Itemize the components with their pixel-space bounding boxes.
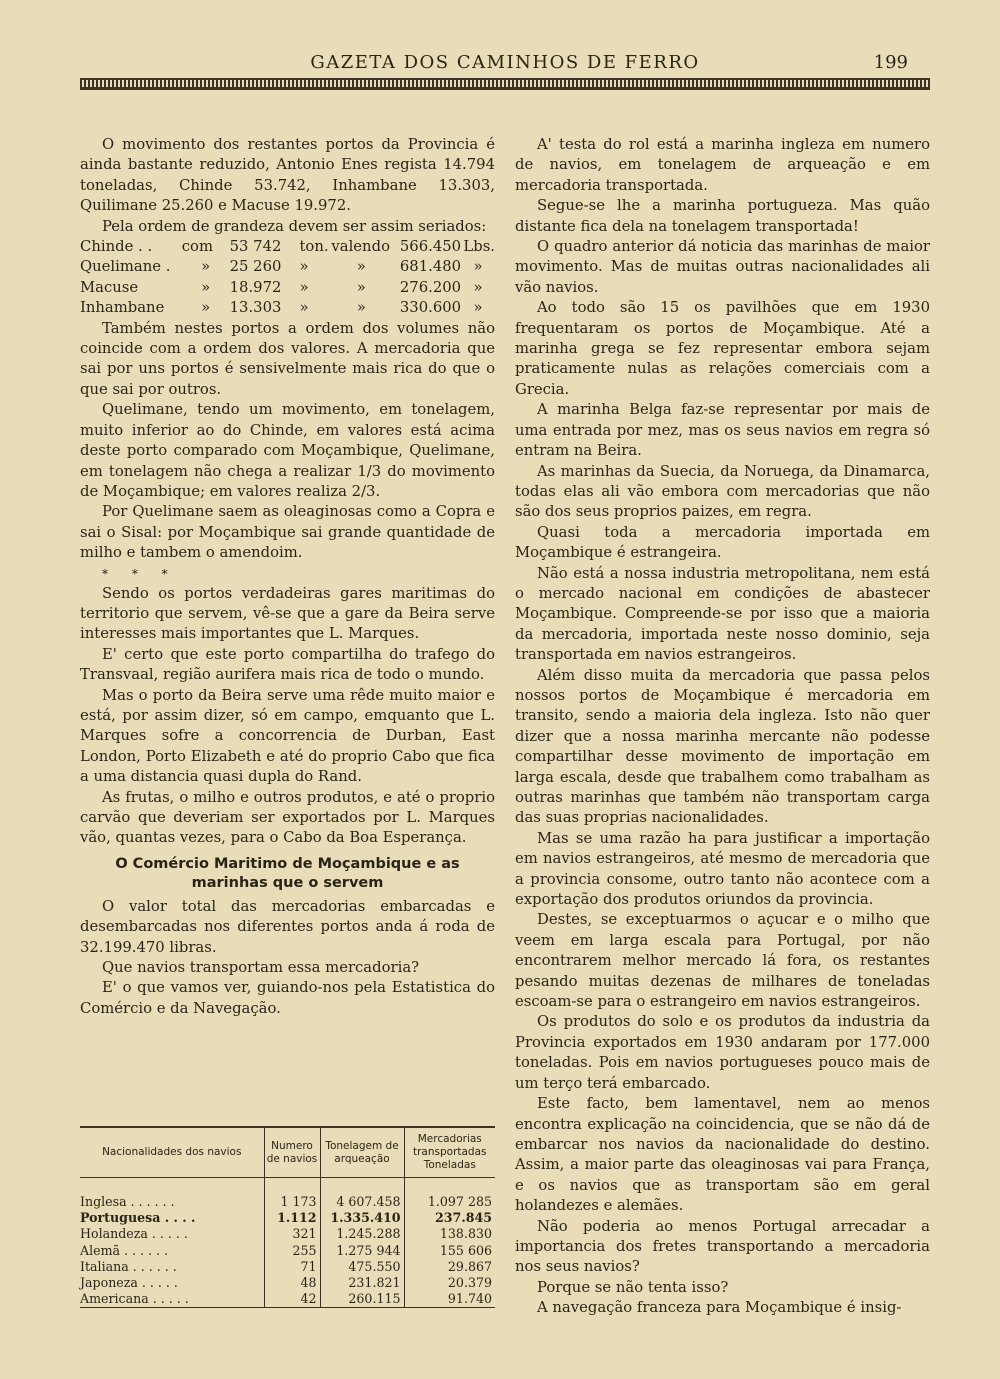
paragraph: O valor total das mercadorias embarcadas e desembarcadas nos diferentes portos anda á roda de 32.199.470 libras. [80,897,495,956]
paragraph: Segue-se lhe a marinha portugueza. Mas quão distante fica dela na tonelagem transportada! [515,197,930,235]
port-value: 330.600 [399,299,462,317]
cargo: 237.845 [404,1210,495,1226]
tonnage: 1.245.288 [320,1226,404,1242]
left-column [80,135,495,1019]
tonnage: 260.115 [320,1291,404,1308]
paragraph: O movimento dos restantes portos da Provincia é ainda bastante reduzido, Antonio Enes regista 14.794 toneladas, Chinde 53.742, Inhambane 13.303, Quilimane 25.260 e Macuse 19.972. [80,136,495,215]
port-row [80,237,495,257]
journal-title: GAZETA DOS CAMINHOS DE FERRO [310,52,700,73]
paragraph: Destes, se exceptuarmos o açucar e o milho que veem em larga escala para Portugal, por não encontrarem melhor mercado lá fora, os restantes pesando muitas dezenas de milhares de toneladas escoam-se para o estrangeiro em navios estrangeiros. [515,911,930,1011]
table-row [80,1259,495,1275]
heading-line: marinhas que o servem [191,874,384,891]
heading-line: O Comércio Maritimo de Moçambique e as [115,855,460,872]
port-ton-unit: » [299,299,309,317]
port-com: com [181,238,213,256]
port-tons: 53 742 [229,238,282,256]
nationality: Alemã . . . . . . [80,1242,169,1258]
paragraph: Sendo os portos verdadeiras gares maritimas do territorio que servem, vê-se que a gare da Beira serve interesses mais importantes que L. Marques. [80,584,495,643]
nationality: Inglesa . . . . . . [80,1194,175,1209]
port-unit: » [473,278,483,296]
tonnage: 475.550 [320,1259,404,1275]
port-com: » [201,278,211,296]
cargo: 91.740 [404,1291,495,1308]
paragraph: Que navios transportam essa mercadoria? [102,959,420,977]
port-unit: Lbs. [463,238,495,256]
paragraph: E' o que vamos ver, guiando-nos pela Estatistica do Comércio e da Navegação. [80,979,495,1017]
paragraph: Ao todo são 15 os pavilhões que em 1930 frequentaram os portos de Moçambique. Até a marinha grega se fez representar embora sejam praticamente nulas as relações comerciais com a Grecia. [515,299,930,398]
column-header: Numero de navios [264,1127,320,1178]
port-name: Chinde . . [80,238,153,256]
table-header-row [80,1127,495,1178]
cargo: 20.379 [404,1275,495,1291]
table-spacer [80,1178,495,1195]
ships: 255 [264,1243,320,1259]
paragraph: Porque se não tenta isso? [537,1278,729,1296]
paragraph: Mas o porto da Beira serve uma rêde muito maior e está, por assim dizer, só em campo, emquanto que L. Marques sofre a concorrencia de Durban, East London, Porto Elizabeth e até do proprio Cabo que fica a uma distancia quasi dupla do Rand. [80,686,495,786]
paragraph: Este facto, bem lamentavel, nem ao menos encontra explicação na coincidencia, que se não dá de embarcar nos navios da nacionalidade do destino. Assim, a maior parte das oleaginosas vai para França, e os navios que as transportam são em geral holandezes e alemães. [515,1095,930,1215]
column-header: Tonelagem de arqueação [320,1127,404,1178]
port-row [80,298,495,318]
right-column [515,135,930,1319]
paragraph: Não está a nossa industria metropolitana, nem está o mercado nacional em condições de abastecer Moçambique. Compreende-se por isso que a maioria da mercadoria, importada neste nosso dominio, seja transportada em navios estrangeiros. [515,564,930,664]
paragraph: Não poderia ao menos Portugal arrecadar a importancia dos fretes transportando a mercadoria nos seus navios? [515,1217,930,1276]
tonnage: 4 607.458 [320,1194,404,1210]
paragraph: Quasi toda a mercadoria importada em Moçambique é estrangeira. [515,523,930,562]
paragraph: Também nestes portos a ordem dos volumes não coincide com a ordem dos valores. A mercadoria que sai por uns portos é sensivelmente mais rica do que o que sai por outros. [80,319,495,398]
port-value: 681.480 [399,258,462,276]
port-valendo: » [356,299,366,317]
column-header: Nacionalidades dos navios [80,1127,264,1178]
port-com: » [201,299,211,317]
paragraph: Quelimane, tendo um movimento, em tonelagem, muito inferior ao do Chinde, em valores está acima deste porto comparado com Moçambique, Quelimane, em tonelagem não chega a realizar 1/3 do movimento de Moçambique; em valores realiza 2/3. [80,401,495,500]
table-row [80,1275,495,1291]
paragraph: Pela ordem de grandeza devem ser assim seriados: [102,217,487,235]
table-row [80,1210,495,1226]
page-number: 199 [873,52,908,73]
port-valendo: » [356,258,366,276]
table-row [80,1226,495,1242]
paragraph: As frutas, o milho e outros produtos, e até o proprio carvão que deveriam ser exportados por L. Marques vão, quantas vezes, para o Cabo da Boa Esperança. [80,788,495,847]
paragraph: Além disso muita da mercadoria que passa pelos nossos portos de Moçambique é mercadoria em transito, sendo a maioria dela ingleza. Isto não quer dizer que a nossa marinha mercante não podesse compartilhar desse movimento de importação em larga escala, desde que trabalhem como trabalham as outras marinhas que também não transportam carga das suas proprias nacionalidades. [515,666,930,827]
nationality: Portuguesa . . . . [80,1210,196,1226]
nationality: Japoneza . . . . . [80,1275,178,1291]
port-tons: 25 260 [229,258,282,276]
port-value: 566.450 [399,238,462,256]
paragraph: O quadro anterior dá noticia das marinhas de maior movimento. Mas de muitas outras nacionalidades ali vão navios. [515,238,930,296]
port-ton-unit: » [299,278,309,296]
ships: 1 173 [264,1194,320,1210]
cargo: 138.830 [404,1226,495,1242]
paragraph: Por Quelimane saem as oleaginosas como a Copra e sai o Sisal: por Moçambique sai grande quantidade de milho e tambem o amendoim. [80,503,495,562]
table-row [80,1243,495,1259]
column-header: Mercadorias transportadas Toneladas [404,1127,495,1178]
paragraph: As marinhas da Suecia, da Noruega, da Dinamarca, todas elas ali vão embora com mercadorias que não são dos seus proprios paizes, em regra. [515,462,930,521]
paragraph: E' certo que este porto compartilha do trafego do Transvaal, região aurifera mais rica de todo o mundo. [80,645,495,684]
shipping-statistics-table [80,1126,495,1308]
tonnage: 1.275 944 [320,1243,404,1259]
cargo: 29.867 [404,1259,495,1275]
ships: 71 [264,1259,320,1275]
page-header [80,48,930,88]
nationality: Holandeza . . . . . [80,1226,188,1242]
port-row [80,257,495,277]
port-value: 276.200 [399,278,462,296]
port-row [80,278,495,298]
ships: 42 [264,1291,320,1308]
ships: 1.112 [264,1210,320,1226]
port-tons: 18.972 [229,278,282,296]
port-tons: 13.303 [229,299,282,317]
port-ton-unit: » [299,258,309,276]
port-name: Quelimane . [80,258,171,276]
port-ton-unit: ton. [299,238,329,256]
port-name: Macuse [80,278,139,296]
tonnage: 1.335.410 [320,1210,404,1226]
header-rule [80,78,930,90]
paragraph: A' testa do rol está a marinha ingleza em numero de navios, em tonelagem de arqueação e em mercadoria transportada. [515,136,930,194]
nationality: Americana . . . . . [80,1291,264,1308]
paragraph: A navegação franceza para Moçambique é insig- [537,1299,902,1317]
table-row [80,1194,495,1210]
ships: 48 [264,1275,320,1291]
paragraph: Mas se uma razão ha para justificar a importação em navios estrangeiros, até mesmo de mercadoria que a provincia consome, outro tanto não acontece com a exportação dos produtos oriundos da provincia. [515,829,930,909]
port-unit: » [473,258,483,276]
section-heading [80,855,495,893]
port-valendo: valendo [331,238,390,256]
cargo: 155 606 [404,1243,495,1259]
paragraph: A marinha Belga faz-se representar por mais de uma entrada por mez, mas os seus navios em regra só entram na Beira. [515,401,930,460]
port-com: » [201,258,211,276]
port-unit: » [473,299,483,317]
section-separator: * * * [102,566,178,581]
ships: 321 [264,1226,320,1242]
port-name: Inhambane [80,299,165,317]
paragraph: Os produtos do solo e os produtos da industria da Provincia exportados em 1930 andaram por 177.000 toneladas. Pois em navios portugueses pouco mais de um terço terá embarcado. [515,1013,930,1092]
table-row [80,1291,495,1308]
port-valendo: » [356,278,366,296]
ports-tabulation [80,237,495,319]
tonnage: 231.821 [320,1275,404,1291]
nationality: Italiana . . . . . . [80,1258,177,1274]
cargo: 1.097 285 [404,1194,495,1210]
